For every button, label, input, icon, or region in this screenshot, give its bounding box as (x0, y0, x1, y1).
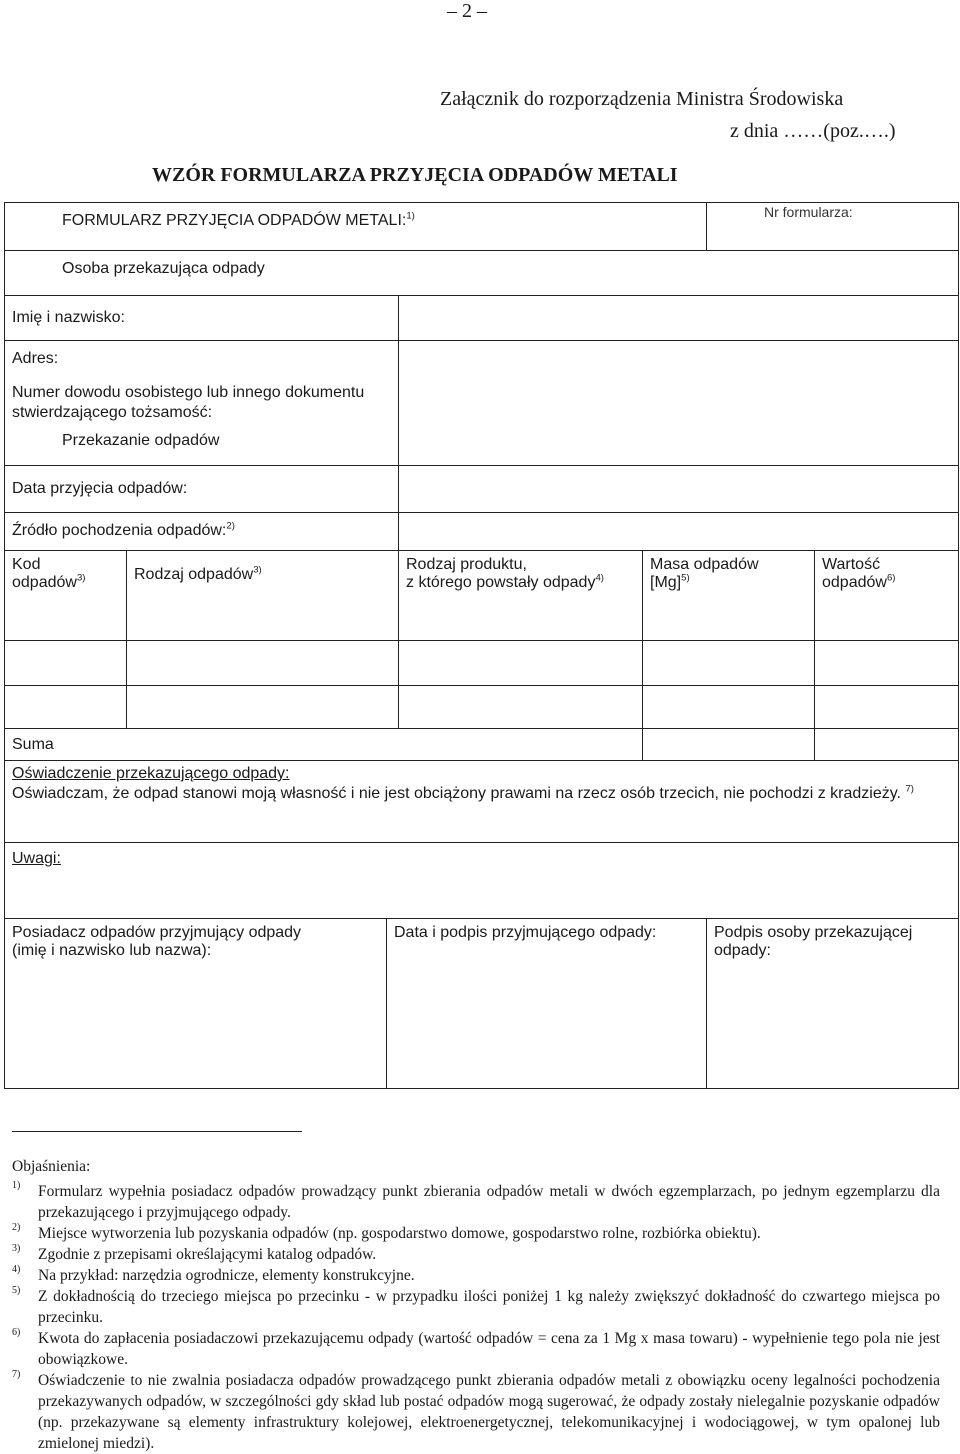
address-label: Adres: (12, 350, 59, 367)
explanation-item: 6) Kwota do zapłacenia posiadaczowi przekazującemu odpady (wartość odpadów = cena za 1 Mg x masa towaru) - wypełnienie tego pola nie jest obowiązkowe. (12, 1327, 940, 1368)
remarks-field[interactable] (80, 845, 957, 917)
name-field[interactable] (400, 297, 957, 339)
table-cell-product-type[interactable] (400, 642, 641, 684)
column-header-waste-value: Wartość odpadów$^{6)}$ (822, 556, 896, 592)
explanation-item: 4) Na przykład: narzędzia ogrodnicze, elementy konstrukcyjne. (12, 1264, 415, 1284)
sum-value-field[interactable] (816, 730, 957, 759)
form-label: FORMULARZ PRZYJĘCIA ODPADÓW METALI:$^{1)}$ (62, 210, 415, 229)
column-header-waste-code: Kod odpadów$^{3)}$ (12, 556, 86, 592)
explanation-item: 5) Z dokładnością do trzeciego miejsca po przecinku - w przypadku ilości poniżej 1 kg należy zwiększyć dokładność do czwartego miejsca po przecinku. (12, 1285, 940, 1326)
form-number-field[interactable] (708, 222, 956, 248)
transferor-signature-label: Podpis osoby przekazującej odpady: (714, 924, 913, 960)
annex-line-1: Załącznik do rozporządzenia Ministra Środowiska (440, 88, 844, 110)
explanations-title: Objaśnienia: (12, 1158, 91, 1175)
annex-line-2: z dnia ……(poz.….) (730, 120, 896, 142)
sum-mass-field[interactable] (644, 730, 813, 759)
column-header-waste-type: Rodzaj odpadów$^{3)}$ (134, 564, 262, 583)
receiver-signature-label: Data i podpis przyjmującego odpady: (394, 924, 657, 941)
holder-label: Posiadacz odpadów przyjmujący odpady (imię i nazwisko lub nazwa): (12, 924, 302, 960)
explanation-item: 2) Miejsce wytworzenia lub pozyskania odpadów (np. gospodarstwo domowe, gospodarstwo rolne, rozbiórka obiektu). (12, 1222, 761, 1242)
table-cell-waste-mass[interactable] (644, 552, 813, 639)
waste-origin-label: Źródło pochodzenia odpadów:$^{2)}$ (12, 520, 235, 539)
acceptance-date-field[interactable] (400, 467, 957, 511)
table-cell-product-type[interactable] (400, 552, 641, 639)
footnote-separator (12, 1131, 302, 1132)
transfer-section-title: Przekazanie odpadów (62, 432, 220, 449)
waste-origin-field[interactable] (400, 514, 957, 549)
table-cell-waste-type[interactable] (128, 552, 397, 639)
id-document-label-line-2: stwierdzającego tożsamość: (12, 404, 213, 421)
column-header-waste-mass: Masa odpadów $[Mg]^{5)}$ (650, 556, 759, 592)
sum-label: Suma (12, 736, 54, 753)
form-title: WZÓR FORMULARZA PRZYJĘCIA ODPADÓW METALI (152, 164, 678, 186)
receiver-signature-field[interactable] (388, 950, 705, 1086)
column-header-product-type: Rodzaj produktu, z którego powstały odpady$^{4)}$ (406, 556, 604, 592)
table-cell-waste-value[interactable] (816, 642, 957, 684)
explanation-item: 7) Oświadczenie to nie zwalnia posiadacza odpadów prowadzącego punkt zbierania odpadów metali z obowiązku oceny legalności pochodzenia przekazywanych odpadów, w szczególności gdy skład lub postać odpadów mogą sugerować, że odpady zostały nielegalnie pozyskanie odpadów (np. przekazywane są elementy infrastruktury kolejowej, elektroenergetycznej, telekomunikacyjnej i wodociągowej, w tym opalonej lub zmielonej miedzi). (12, 1369, 940, 1452)
address-field[interactable] (400, 342, 957, 378)
id-document-field[interactable] (400, 380, 957, 426)
transferor-section-title: Osoba przekazująca odpady (62, 260, 265, 277)
table-cell-waste-mass[interactable] (644, 642, 813, 684)
declaration-text: Oświadczam, że odpad stanowi moją własność i nie jest obciążony prawami na rzecz osób trzecich, nie pochodzi z kradzieży. $^{7)}$ (12, 783, 914, 802)
transferor-signature-field[interactable] (708, 968, 957, 1086)
holder-signature-field[interactable] (6, 968, 385, 1086)
table-cell-waste-value[interactable] (816, 552, 957, 639)
acceptance-date-label: Data przyjęcia odpadów: (12, 480, 188, 497)
table-cell-waste-type[interactable] (128, 642, 397, 684)
table-cell-waste-code[interactable] (6, 642, 125, 684)
name-label: Imię i nazwisko: (12, 309, 125, 326)
explanation-item: 1) Formularz wypełnia posiadacz odpadów prowadzący punkt zbierania odpadów metali w dwóch egzemplarzach, po jednym egzemplarzu dla przekazującego i przyjmującego odpady. (12, 1180, 940, 1221)
remarks-label: Uwagi: (12, 850, 61, 867)
table-cell-waste-code[interactable] (6, 552, 125, 639)
explanation-item: 3) Zgodnie z przepisami określającymi katalog odpadów. (12, 1243, 377, 1263)
declaration-title: Oświadczenie przekazującego odpady: (12, 765, 290, 782)
id-document-label-line-1: Numer dowodu osobistego lub innego dokumentu (12, 384, 365, 401)
form-number-label: Nr formularza: (764, 204, 853, 220)
page-number: – 2 – (447, 0, 487, 22)
